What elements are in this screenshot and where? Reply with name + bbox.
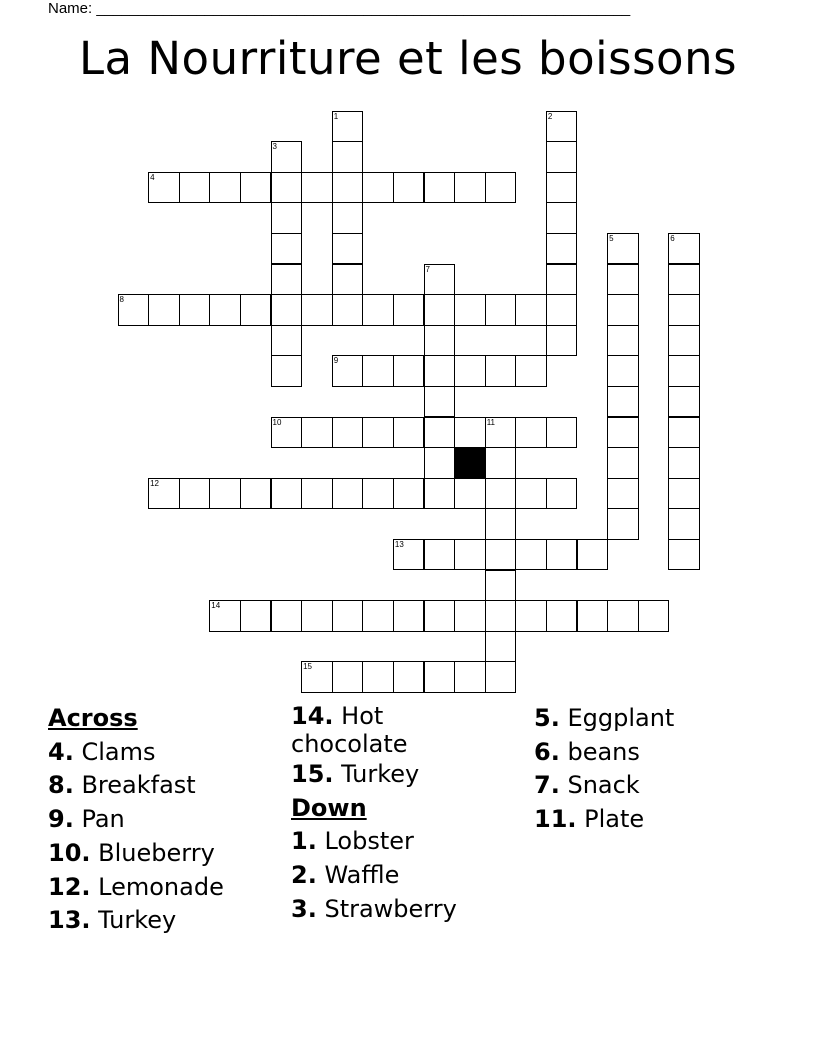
grid-cell[interactable] — [668, 294, 700, 326]
grid-cell[interactable] — [332, 264, 364, 296]
grid-cell[interactable] — [301, 600, 333, 632]
grid-cell[interactable] — [332, 294, 364, 326]
grid-cell[interactable] — [668, 264, 700, 296]
clue-text: Clams — [73, 737, 156, 766]
grid-cell[interactable] — [607, 264, 639, 296]
clue-entry — [48, 769, 224, 803]
grid-cell[interactable] — [607, 294, 639, 326]
grid-cell[interactable] — [668, 355, 700, 387]
clue-text: Plate — [576, 805, 645, 834]
grid-cell[interactable] — [424, 355, 456, 387]
clue-number: 12. — [48, 872, 91, 901]
clue-text: Pan — [73, 805, 125, 834]
grid-cell[interactable] — [454, 417, 486, 449]
grid-cell[interactable] — [393, 600, 425, 632]
grid-cell[interactable] — [607, 325, 639, 357]
grid-cell[interactable] — [424, 172, 456, 204]
grid-cell[interactable] — [515, 417, 547, 449]
clue-number: 6. — [534, 737, 560, 766]
grid-cell[interactable] — [240, 172, 272, 204]
grid-cell[interactable] — [546, 202, 578, 234]
grid-cell[interactable] — [301, 478, 333, 510]
grid-cell[interactable] — [546, 478, 578, 510]
clue-number: 5. — [534, 704, 560, 732]
grid-cell[interactable] — [485, 631, 517, 663]
grid-cell[interactable] — [393, 661, 425, 693]
clue-number-label: 7 — [425, 264, 430, 274]
clue-number: 9. — [48, 805, 74, 834]
grid-cell[interactable] — [240, 294, 272, 326]
grid-cell[interactable] — [424, 661, 456, 693]
grid-cell[interactable] — [546, 417, 578, 449]
clue-entry — [291, 859, 457, 893]
grid-cell[interactable] — [607, 233, 639, 265]
clue-number: 1. — [291, 827, 317, 856]
clue-entry — [48, 871, 224, 905]
grid-cell[interactable] — [301, 294, 333, 326]
clue-entry — [48, 736, 224, 770]
grid-cell[interactable] — [271, 478, 303, 510]
grid-cell[interactable] — [546, 325, 578, 357]
grid-cell[interactable] — [209, 294, 241, 326]
grid-cell[interactable] — [362, 355, 394, 387]
clue-heading: Down — [291, 793, 367, 822]
clue-number: 7. — [534, 771, 560, 800]
grid-cell[interactable] — [240, 600, 272, 632]
grid-cell[interactable] — [668, 539, 700, 571]
clue-number: 3. — [291, 894, 317, 923]
clue-text: Turkey — [90, 906, 177, 935]
clue-number: 4. — [48, 737, 74, 766]
grid-cell[interactable] — [485, 355, 517, 387]
clue-text: Breakfast — [73, 771, 196, 800]
grid-cell[interactable] — [485, 417, 517, 449]
grid-cell[interactable] — [271, 600, 303, 632]
grid-cell[interactable] — [362, 600, 394, 632]
grid-cell[interactable] — [332, 172, 364, 204]
grid-cell[interactable] — [209, 478, 241, 510]
grid-cell[interactable] — [424, 325, 456, 357]
clue-number-label: 14 — [211, 601, 221, 611]
grid-cell[interactable] — [209, 600, 241, 632]
clue-number-label: 9 — [333, 356, 339, 366]
clue-number-label: 8 — [119, 295, 124, 305]
grid-cell[interactable] — [577, 539, 609, 571]
grid-cell[interactable] — [485, 508, 517, 540]
grid-cell[interactable] — [546, 294, 578, 326]
grid-cell[interactable] — [607, 386, 639, 418]
grid-cell[interactable] — [424, 600, 456, 632]
grid-cell[interactable] — [118, 294, 150, 326]
grid-cell[interactable] — [393, 417, 425, 449]
grid-cell[interactable] — [271, 172, 303, 204]
clue-number: 10. — [48, 838, 91, 867]
grid-cell[interactable] — [515, 600, 547, 632]
grid-cell[interactable] — [332, 355, 364, 387]
grid-cell[interactable] — [424, 294, 456, 326]
clue-entry — [534, 736, 674, 770]
grid-block — [454, 447, 486, 479]
grid-cell[interactable] — [454, 355, 486, 387]
grid-cell[interactable] — [332, 233, 364, 265]
clue-number-label: 13 — [394, 539, 404, 549]
grid-cell[interactable] — [271, 417, 303, 449]
grid-cell[interactable] — [301, 661, 333, 693]
clue-number-label: 2 — [547, 111, 553, 121]
clue-entry — [48, 904, 224, 938]
grid-cell[interactable] — [424, 447, 456, 479]
grid-cell[interactable] — [607, 417, 639, 449]
clue-text: Eggplant — [559, 704, 675, 732]
clue-number-label: 15 — [303, 662, 312, 672]
grid-cell[interactable] — [607, 478, 639, 510]
grid-cell[interactable] — [485, 172, 517, 204]
grid-cell[interactable] — [454, 172, 486, 204]
grid-cell[interactable] — [424, 478, 456, 510]
clue-entry — [534, 803, 674, 837]
clue-text: Turkey — [333, 760, 420, 788]
page-title: La Nourriture et les boissons — [78, 32, 738, 85]
grid-cell[interactable] — [332, 417, 364, 449]
clue-number-label: 4 — [150, 172, 155, 182]
grid-cell[interactable] — [393, 478, 425, 510]
clue-text: Hot — [333, 702, 384, 730]
clue-entry — [534, 702, 674, 736]
grid-cell[interactable] — [485, 478, 517, 510]
grid-cell[interactable] — [546, 141, 578, 173]
grid-cell[interactable] — [607, 355, 639, 387]
grid-cell[interactable] — [393, 539, 425, 571]
clue-entry — [291, 758, 457, 792]
clue-text: Strawberry — [316, 894, 457, 923]
grid-cell[interactable] — [668, 478, 700, 510]
grid-cell[interactable] — [454, 539, 486, 571]
grid-cell[interactable] — [546, 233, 578, 265]
clue-column-2 — [291, 702, 457, 927]
grid-cell[interactable] — [424, 539, 456, 571]
grid-cell[interactable] — [393, 355, 425, 387]
grid-cell[interactable] — [424, 417, 456, 449]
clue-number-label: 3 — [272, 142, 277, 152]
grid-cell[interactable] — [332, 478, 364, 510]
grid-cell[interactable] — [332, 111, 364, 143]
grid-cell[interactable] — [362, 294, 394, 326]
grid-cell[interactable] — [546, 539, 578, 571]
grid-cell[interactable] — [638, 600, 670, 632]
grid-cell[interactable] — [485, 661, 517, 693]
grid-cell[interactable] — [454, 478, 486, 510]
grid-cell[interactable] — [607, 600, 639, 632]
grid-cell[interactable] — [424, 386, 456, 418]
clue-entry — [291, 893, 457, 927]
clue-heading: Across — [48, 704, 138, 732]
clue-entry — [48, 837, 224, 871]
grid-cell[interactable] — [485, 570, 517, 602]
grid-cell[interactable] — [546, 264, 578, 296]
clue-number: 8. — [48, 771, 74, 800]
grid-cell[interactable] — [271, 325, 303, 357]
grid-cell[interactable] — [362, 172, 394, 204]
grid-cell[interactable] — [668, 447, 700, 479]
clue-column-3 — [534, 702, 674, 837]
grid-cell[interactable] — [332, 600, 364, 632]
clue-number: 13. — [48, 906, 91, 935]
grid-cell[interactable] — [179, 172, 211, 204]
clue-number: 11. — [534, 805, 577, 834]
grid-cell[interactable] — [485, 294, 517, 326]
grid-cell[interactable] — [485, 447, 517, 479]
clue-text: Waffle — [316, 861, 400, 890]
grid-cell[interactable] — [148, 478, 180, 510]
grid-cell[interactable] — [271, 202, 303, 234]
grid-cell[interactable] — [485, 600, 517, 632]
name-field-line[interactable]: Name: ________________________________________________________________ — [48, 0, 631, 17]
grid-cell[interactable] — [546, 111, 578, 143]
grid-cell[interactable] — [454, 600, 486, 632]
clue-number: 14. — [291, 702, 334, 730]
clue-number-label: 6 — [670, 233, 675, 243]
grid-cell[interactable] — [362, 417, 394, 449]
grid-cell[interactable] — [668, 386, 700, 418]
grid-cell[interactable] — [148, 172, 180, 204]
grid-cell[interactable] — [424, 264, 456, 296]
clue-text: Snack — [559, 771, 640, 800]
grid-cell[interactable] — [485, 539, 517, 571]
grid-cell[interactable] — [362, 661, 394, 693]
grid-cell[interactable] — [271, 294, 303, 326]
grid-cell[interactable] — [271, 355, 303, 387]
clue-number-label: 1 — [333, 111, 339, 121]
clue-text: beans — [559, 737, 640, 766]
grid-cell[interactable] — [271, 264, 303, 296]
grid-cell[interactable] — [301, 417, 333, 449]
grid-cell[interactable] — [546, 600, 578, 632]
clue-text: Lobster — [316, 827, 414, 856]
grid-cell[interactable] — [668, 417, 700, 449]
clue-entry — [48, 803, 224, 837]
clue-entry — [291, 825, 457, 859]
grid-cell[interactable] — [240, 478, 272, 510]
grid-cell[interactable] — [179, 294, 211, 326]
grid-cell[interactable] — [454, 661, 486, 693]
clue-number-label: 12 — [150, 478, 159, 488]
grid-cell[interactable] — [577, 600, 609, 632]
grid-cell[interactable] — [515, 478, 547, 510]
grid-cell[interactable] — [209, 172, 241, 204]
grid-cell[interactable] — [332, 202, 364, 234]
grid-cell[interactable] — [607, 447, 639, 479]
clue-number: 15. — [291, 760, 334, 788]
grid-cell[interactable] — [668, 233, 700, 265]
clue-text: Lemonade — [90, 872, 224, 901]
clue-text-continued: chocolate — [291, 730, 408, 758]
grid-cell[interactable] — [148, 294, 180, 326]
grid-cell[interactable] — [393, 294, 425, 326]
clue-text: Blueberry — [90, 838, 215, 867]
grid-cell[interactable] — [515, 355, 547, 387]
grid-cell[interactable] — [515, 294, 547, 326]
grid-cell[interactable] — [332, 141, 364, 173]
grid-cell[interactable] — [362, 478, 394, 510]
grid-cell[interactable] — [271, 141, 303, 173]
grid-cell[interactable] — [393, 172, 425, 204]
grid-cell[interactable] — [668, 508, 700, 540]
grid-cell[interactable] — [668, 325, 700, 357]
grid-cell[interactable] — [301, 172, 333, 204]
grid-cell[interactable] — [179, 478, 211, 510]
grid-cell[interactable] — [332, 661, 364, 693]
clue-number: 2. — [291, 861, 317, 890]
clue-column-1 — [48, 702, 224, 938]
clue-number-label: 11 — [486, 417, 495, 427]
clue-entry — [291, 702, 457, 730]
grid-cell[interactable] — [607, 508, 639, 540]
clue-entry — [534, 769, 674, 803]
clue-number-label: 10 — [272, 417, 282, 427]
grid-cell[interactable] — [454, 294, 486, 326]
clue-number-label: 5 — [609, 233, 614, 243]
grid-cell[interactable] — [515, 539, 547, 571]
grid-cell[interactable] — [271, 233, 303, 265]
grid-cell[interactable] — [546, 172, 578, 204]
